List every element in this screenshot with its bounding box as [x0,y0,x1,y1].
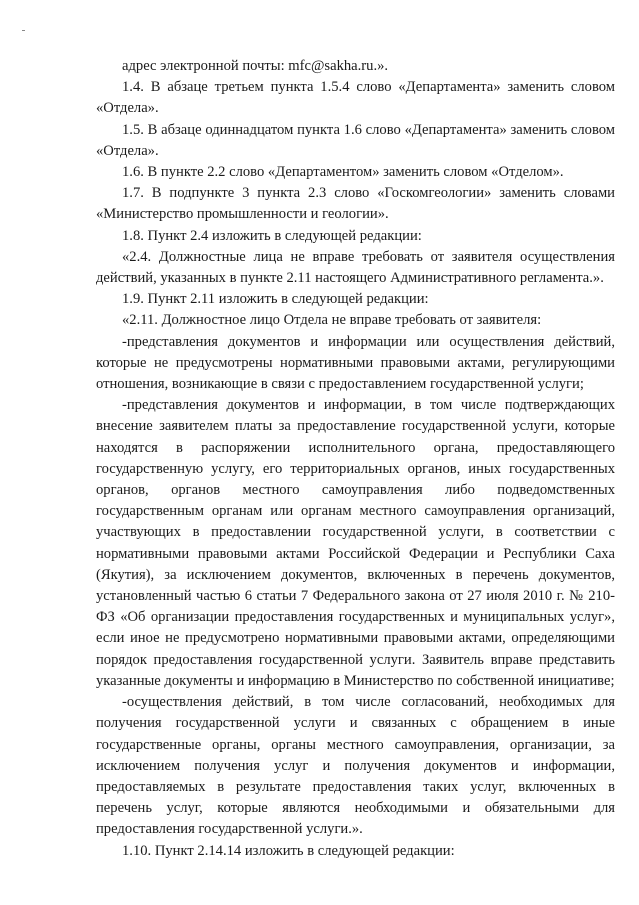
paragraph-1-8: 1.8. Пункт 2.4 изложить в следующей редакции: [122,227,422,244]
paragraph-2-11-quote: «2.11. Должностное лицо Отдела не вправе требовать от заявителя: [122,312,542,329]
paragraph-1-6: 1.6. В пункте 2.2 слово «Департаментом» заменить словом «Отделом». [122,164,564,181]
paragraph-1-5: 1.5. В абзаце одиннадцатом пункта 1.6 слово «Департамента» заменить словом «Отдела». [96,121,615,159]
paragraph-1-4: 1.4. В абзаце третьем пункта 1.5.4 слово «Департамента» заменить словом «Отдела». [96,79,615,117]
paragraph-1-10: 1.10. Пункт 2.14.14 изложить в следующей редакции: [122,842,455,859]
paragraph-item-3: -осуществления действий, в том числе согласований, необходимых для получения государственной услуги и связанных с обращением в иные государственные органы, органы местного самоуправления, организации, за исключением получения услуг и получения документов и информации, предоставляемых в результате предоставления таких услуг, включенных в перечень услуг, которые являются необходимыми и обязательными для предоставления государственной услуги.». [96,694,615,838]
paragraph-item-2: -представления документов и информации, в том числе подтверждающих внесение заявителем платы за предоставление государственной услуги, которые находятся в распоряжении исполнительного органа, предоставляющего государственную услугу, его территориальных органов, иных государственных органов, органов местного самоуправления либо подведомственных государственным органам или органам местного самоуправления организаций, участвующих в предоставлении государственной услуги, в соответствии с нормативными правовыми актами Российской Федерации и Республики Саха (Якутия), за исключением документов, включенных в перечень документов, установленный частью 6 статьи 7 Федерального закона от 27 июля 2010 г. № 210-ФЗ «Об организации предоставления государственных и муниципальных услуг», если иное не предусмотрено нормативными правовыми актами, определяющими порядок предоставления государственной услуги. Заявитель вправе представить указанные документы и информацию в Министерство по собственной инициативе; [96,397,615,689]
document-page [96,56,615,862]
paragraph-1-7: 1.7. В подпункте 3 пункта 2.3 слово «Госкомгеологии» заменить словами «Министерство промышленности и геологии». [96,185,615,223]
paragraph-item-1: -представления документов и информации или осуществления действий, которые не предусмотрены нормативными правовыми актами, регулирующими отношения, возникающие в связи с предоставлением государственной услуги; [96,333,615,393]
scan-mark [22,30,25,31]
paragraph-1-9: 1.9. Пункт 2.11 изложить в следующей редакции: [122,291,429,308]
paragraph-email: адрес электронной почты: mfc@sakha.ru.». [122,58,389,74]
paragraph-2-4-quote: «2.4. Должностные лица не вправе требовать от заявителя осуществления действий, указанных в пункте 2.11 настоящего Административного регламента.». [96,248,615,287]
